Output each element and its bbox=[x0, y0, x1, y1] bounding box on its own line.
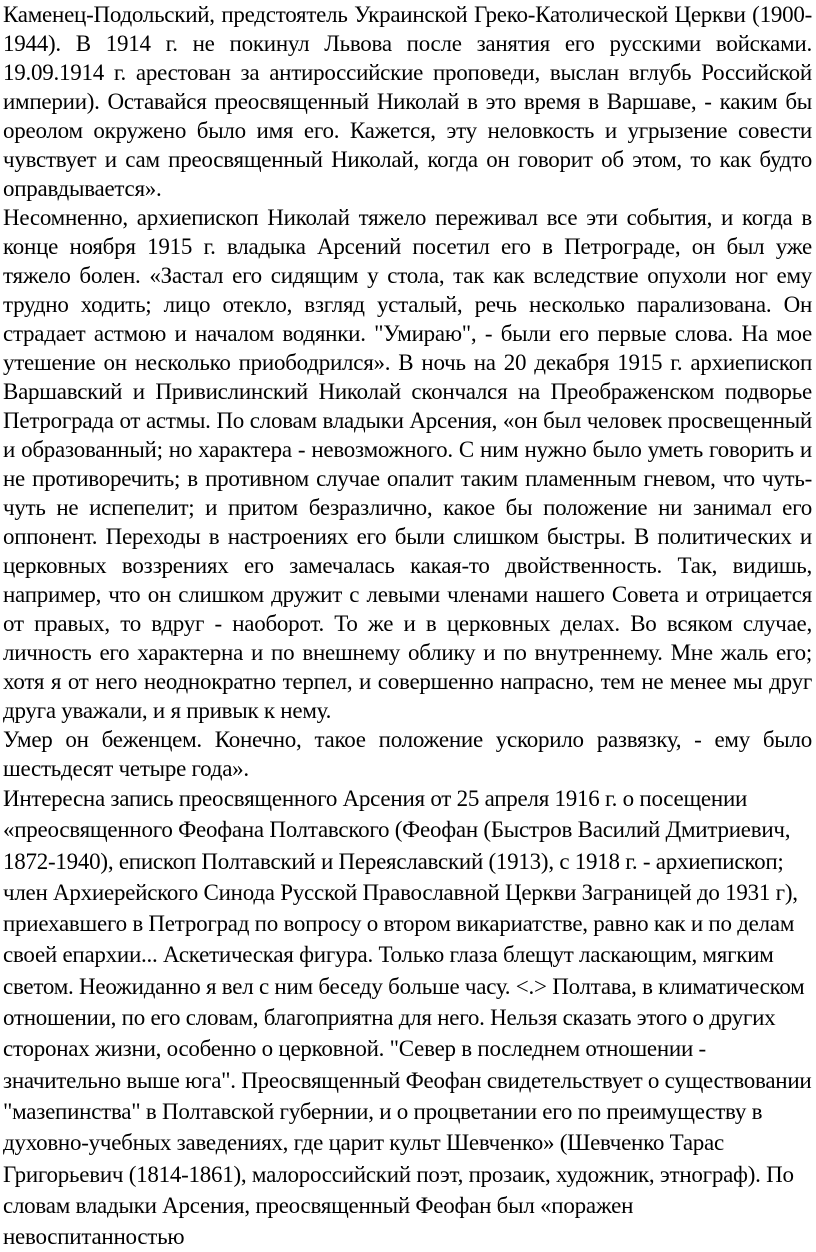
paragraph-2: Несомненно, архиепископ Николай тяжело переживал все эти события, и когда в конце ноября 1915 г. владыка Арсений посетил его в Петрограде, он был уже тяжело болен. «Застал его сидящим у стола, так как вследствие опухоли ног ему трудно ходить; лицо отекло, взгляд усталый, речь несколько парализована. Он страдает астмою и началом водянки. "Умираю", - были его первые слова. На мое утешение он несколько приободрился». В ночь на 20 декабря 1915 г. архиепископ Варшавский и Привислинский Николай скончался на Преображенском подворье Петрограда от астмы. По словам владыки Арсения, «он был человек просвещенный и образованный; но характера - невозможного. С ним нужно было уметь говорить и не противоречить; в противном случае опалит таким пламенным гневом, что чуть-чуть не испепелит; и притом безразлично, какое бы положение ни занимал его оппонент. Переходы в настроениях его были слишком быстры. В политических и церковных воззрениях его замечалась какая-то двойственность. Так, видишь, например, что он слишком дружит с левыми членами нашего Совета и отрицается от правых, то вдруг - наоборот. То же и в церковных делах. Во всяком случае, личность его характерна и по внешнему облику и по внутреннему. Мне жаль его; хотя я от него неоднократно терпел, и совершенно напрасно, тем не менее мы друг друга уважали, и я привык к нему. bbox=[3, 205, 812, 723]
paragraph-3: Умер он беженцем. Конечно, такое положение ускорило развязку, - ему было шестьдесят четыре года». bbox=[3, 727, 812, 781]
paragraph-1: Каменец-Подольский, предстоятель Украинской Греко-Католической Церкви (1900-1944). В 1914 г. не покинул Львова после занятия его русскими войсками. 19.09.1914 г. арестован за антироссийские проповеди, выслан вглубь Российской империи). Оставайся преосвященный Николай в это время в Варшаве, - каким бы ореолом окружено было имя его. Кажется, эту неловкость и угрызение совести чувствует и сам преосвященный Николай, когда он говорит об этом, то как будто оправдывается». bbox=[3, 2, 812, 201]
paragraph-4: Интересна запись преосвященного Арсения от 25 апреля 1916 г. о посещении «преосвященного Феофана Полтавского (Феофан (Быстров Василий Дмитриевич, 1872-1940), епископ Полтавский и Переяславский (1913), с 1918 г. - архиепископ; член Архиерейского Синода Русской Православной Церкви Заграницей до 1931 г), приехавшего в Петроград по вопросу о втором викариатстве, равно как и по делам своей епархии... Аскетическая фигура. Только глаза блещут ласкающим, мягким светом. Неожиданно я вел с ним беседу больше часу. <.> Полтава, в климатическом отношении, по его словам, благоприятна для него. Нельзя сказать этого о других сторонах жизни, особенно о церковной. "Север в последнем отношении - значительно выше юга". Преосвященный Феофан свидетельствует о существовании "мазепинства" в Полтавской губернии, и о процветании его по преимуществу в духовно-учебных заведениях, где царит культ Шевченко» (Шевченко Тарас Григорьевич (1814-1861), малороссийский поэт, прозаик, художник, этнограф). По словам владыки Арсения, преосвященный Феофан был «поражен невоспитанностью bbox=[3, 786, 812, 1250]
